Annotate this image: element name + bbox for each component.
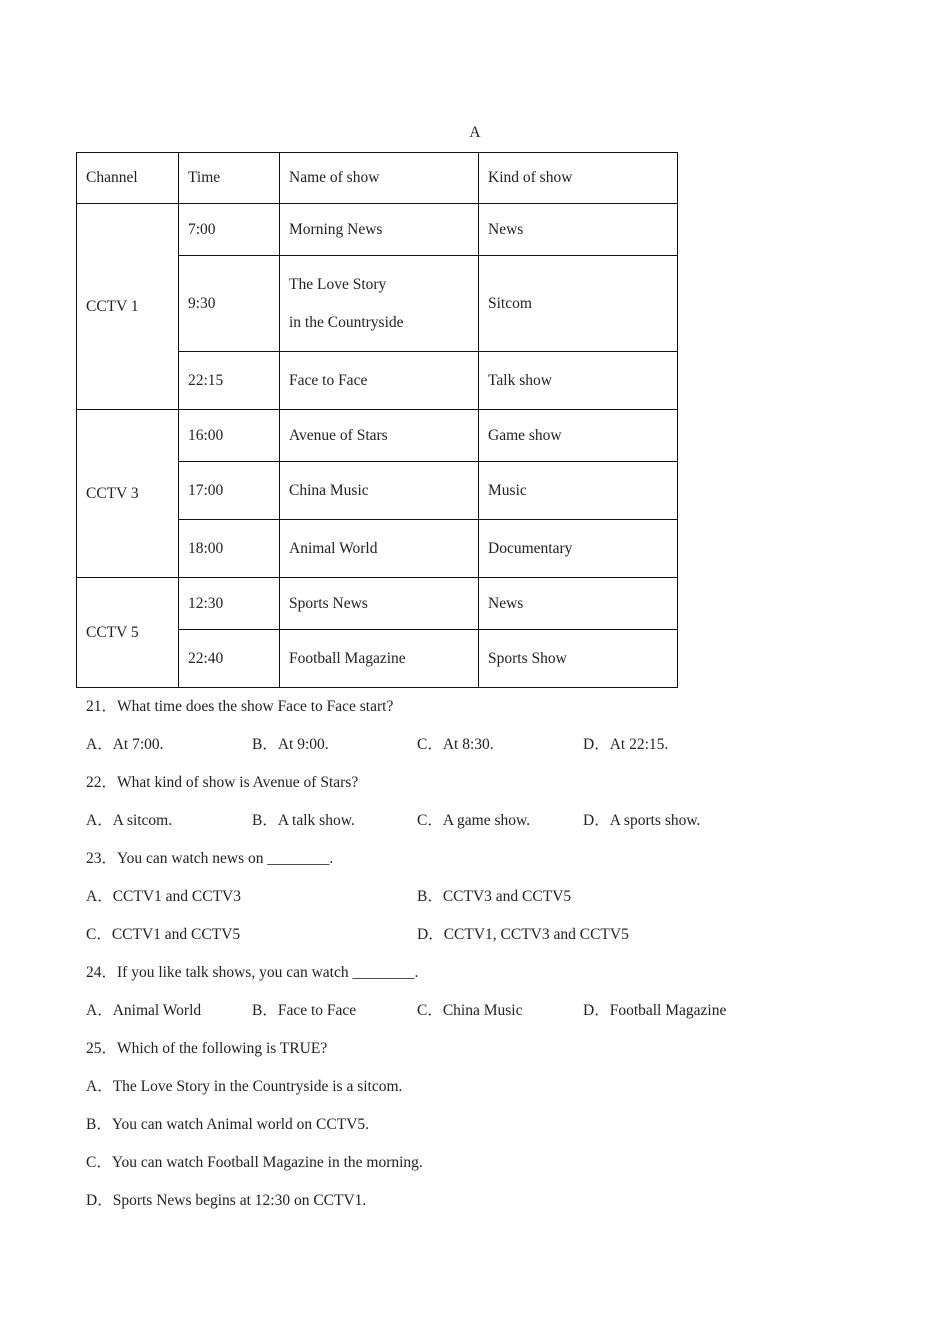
show-name-cell: Morning News <box>280 204 479 256</box>
question-list <box>86 688 886 1220</box>
option-c[interactable]: C．China Music <box>417 1002 523 1019</box>
time-cell: 9:30 <box>179 256 280 352</box>
table-header-row <box>77 153 678 204</box>
option-row <box>86 802 886 840</box>
header-channel: Channel <box>77 153 179 204</box>
option-c[interactable]: C．A game show. <box>417 812 531 829</box>
option-a[interactable]: A．A sitcom. <box>86 812 173 829</box>
channel-cell: CCTV 3 <box>77 410 179 578</box>
time-cell: 16:00 <box>179 410 280 462</box>
time-cell: 18:00 <box>179 520 280 578</box>
option-a[interactable]: A．The Love Story in the Countryside is a sitcom. <box>86 1078 403 1095</box>
option-a[interactable]: A．CCTV1 and CCTV3 <box>86 888 242 905</box>
option-row <box>86 878 886 916</box>
show-kind-cell: Documentary <box>479 520 678 578</box>
show-kind-cell: Music <box>479 462 678 520</box>
option-a[interactable]: A．Animal World <box>86 1002 202 1019</box>
question-stem: 21．What time does the show Face to Face start? <box>86 698 394 715</box>
show-name-line: The Love Story <box>289 275 387 293</box>
option-b[interactable]: B．Face to Face <box>252 1002 357 1019</box>
table-row <box>77 204 678 256</box>
section-label: A <box>469 124 481 141</box>
header-time: Time <box>179 153 280 204</box>
option-d[interactable]: D．Sports News begins at 12:30 on CCTV1. <box>86 1192 367 1209</box>
show-name-cell: China Music <box>280 462 479 520</box>
option-row <box>86 726 886 764</box>
show-name-cell: Sports News <box>280 578 479 630</box>
option-b[interactable]: B．CCTV3 and CCTV5 <box>417 888 572 905</box>
show-kind-cell: Game show <box>479 410 678 462</box>
time-cell: 7:00 <box>179 204 280 256</box>
show-kind-cell: Sports Show <box>479 630 678 688</box>
header-name-of-show: Name of show <box>280 153 479 204</box>
show-kind-cell: News <box>479 204 678 256</box>
show-name-cell: Face to Face <box>280 352 479 410</box>
table-row <box>77 578 678 630</box>
time-cell: 12:30 <box>179 578 280 630</box>
channel-cell: CCTV 5 <box>77 578 179 688</box>
option-d[interactable]: D．CCTV1, CCTV3 and CCTV5 <box>417 926 629 943</box>
channel-cell: CCTV 1 <box>77 204 179 410</box>
show-name-cell: Animal World <box>280 520 479 578</box>
show-name-cell: Avenue of Stars <box>280 410 479 462</box>
tv-schedule-table <box>76 152 678 688</box>
option-b[interactable]: B．You can watch Animal world on CCTV5. <box>86 1116 370 1133</box>
option-row <box>86 916 886 954</box>
question-stem: 25．Which of the following is TRUE? <box>86 1040 328 1057</box>
question-stem: 22．What kind of show is Avenue of Stars? <box>86 774 359 791</box>
show-name-line: in the Countryside <box>289 313 404 331</box>
option-b[interactable]: B．A talk show. <box>252 812 355 829</box>
option-c[interactable]: C．CCTV1 and CCTV5 <box>86 926 241 943</box>
show-kind-cell: News <box>479 578 678 630</box>
option-d[interactable]: D．Football Magazine <box>583 1002 727 1019</box>
option-a[interactable]: A．At 7:00. <box>86 736 164 753</box>
option-row <box>86 992 886 1030</box>
time-cell: 22:40 <box>179 630 280 688</box>
show-kind-cell: Talk show <box>479 352 678 410</box>
header-kind-of-show: Kind of show <box>479 153 678 204</box>
option-c[interactable]: C．At 8:30. <box>417 736 494 753</box>
time-cell: 17:00 <box>179 462 280 520</box>
time-cell: 22:15 <box>179 352 280 410</box>
option-d[interactable]: D．At 22:15. <box>583 736 669 753</box>
question-stem: 23．You can watch news on ________. <box>86 850 334 867</box>
option-d[interactable]: D．A sports show. <box>583 812 701 829</box>
question-stem: 24．If you like talk shows, you can watch ________. <box>86 964 419 981</box>
option-b[interactable]: B．At 9:00. <box>252 736 329 753</box>
show-name-cell <box>280 256 479 352</box>
table-row <box>77 410 678 462</box>
option-c[interactable]: C．You can watch Football Magazine in the morning. <box>86 1154 423 1171</box>
show-kind-cell: Sitcom <box>479 256 678 352</box>
show-name-cell: Football Magazine <box>280 630 479 688</box>
